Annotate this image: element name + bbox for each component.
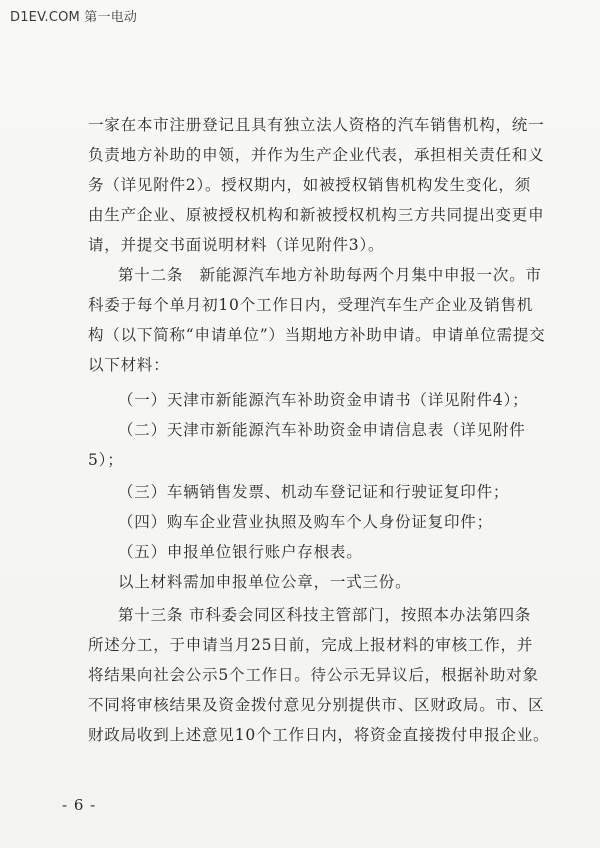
text-line: 一家在本市注册登记且具有独立法人资格的汽车销售机构，统一: [88, 116, 545, 134]
list-item: （二）天津市新能源汽车补助资金申请信息表（详见附件: [118, 421, 526, 439]
text-line: 5）；: [88, 451, 124, 469]
text-line: 请，并提交书面说明材料（详见附件3）。: [88, 236, 385, 254]
text-line: 以上材料需加申报单位公章，一式三份。: [118, 573, 412, 591]
text-line: 构（以下简称“申请单位”）当期地方补助申请。申请单位需提交: [88, 326, 546, 344]
page-number: - 6 -: [62, 796, 97, 814]
text-line: 务（详见附件2）。授权期内，如被授权销售机构发生变化，须: [88, 176, 532, 194]
text-line: 不同将审核结果及资金拨付意见分别提供市、区财政局。市、区: [88, 696, 545, 714]
article-12-heading-line: 第十二条 新能源汽车地方补助每两个月集中申报一次。市: [118, 266, 542, 284]
list-item: （一）天津市新能源汽车补助资金申请书（详见附件4）；: [118, 391, 529, 409]
text-line: 由生产企业、原被授权机构和新被授权机构三方共同提出变更申: [88, 206, 545, 224]
site-watermark: D1EV.COM 第一电动: [10, 10, 138, 25]
text-line: 负责地方补助的申领，并作为生产企业代表，承担相关责任和义: [88, 146, 545, 164]
list-item: （四）购车企业营业执照及购车个人身份证复印件；: [118, 513, 493, 531]
text-line: 所述分工，于申请当月25日前，完成上报材料的审核工作，并: [88, 636, 534, 654]
text-line: 科委于每个单月初10个工作日内，受理汽车生产企业及销售机: [88, 296, 534, 314]
text-line: 以下材料：: [88, 356, 170, 374]
list-item: （五）申报单位银行账户存根表。: [118, 543, 363, 561]
article-13-heading-line: 第十三条 市科委会同区科技主管部门，按照本办法第四条: [118, 606, 532, 624]
text-line: 财政局收到上述意见10个工作日内，将资金直接拨付申报企业。: [88, 726, 550, 744]
list-item: （三）车辆销售发票、机动车登记证和行驶证复印件；: [118, 483, 510, 501]
text-line: 将结果向社会公示5个工作日。待公示无异议后，根据补助对象: [88, 666, 539, 684]
